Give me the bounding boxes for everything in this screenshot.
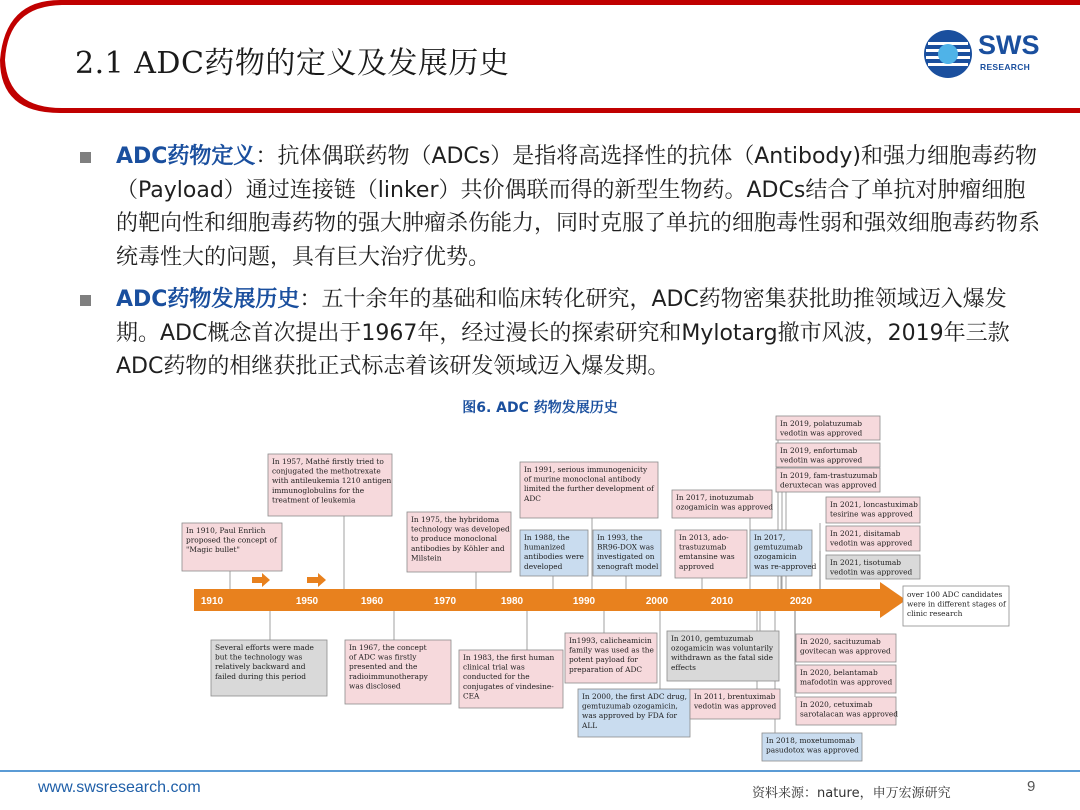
timeline-event-box xyxy=(345,640,451,704)
event-text-line: deruxtecan was approved xyxy=(780,480,877,490)
small-arrow-icon xyxy=(307,573,326,587)
end-note-line: clinic research xyxy=(907,609,963,619)
event-text-line: vedotin was approved xyxy=(780,455,863,465)
footer-url[interactable]: www.swsresearch.com xyxy=(38,779,201,796)
year-label: 1910 xyxy=(200,596,224,607)
event-text-line: In 2010, gemtuzumab xyxy=(671,634,754,643)
event-text-line: govitecan was approved xyxy=(800,646,891,656)
year-label: 2000 xyxy=(645,596,669,607)
event-text-line: In 2020, belantamab xyxy=(800,668,878,677)
event-text-line: ozogamicin was approved xyxy=(676,502,773,512)
event-text-line: was disclosed xyxy=(349,681,401,691)
event-text-line: In 2019, fam-trastuzumab xyxy=(780,471,878,480)
event-text-line: antibodies were xyxy=(524,552,584,562)
year-label: 1980 xyxy=(500,596,524,607)
event-text-line: conjugates of vindesine- xyxy=(463,681,554,691)
event-text-line: to produce monoclonal xyxy=(411,534,497,544)
timeline-event-box xyxy=(826,555,920,579)
event-text-line: In 2000, the first ADC drug, xyxy=(582,692,687,701)
page-number: 9 xyxy=(1027,778,1036,795)
event-text-line: In 1957, Mathé firstly tried to xyxy=(272,457,384,466)
timeline-event-box xyxy=(796,697,898,725)
event-text-line: approved xyxy=(679,561,715,571)
event-text-line: pasudotox was approved xyxy=(766,745,859,755)
figure-title: 图6. ADC 药物发展历史 xyxy=(462,400,618,416)
event-text-line: preparation of ADC xyxy=(569,664,643,674)
event-text-line: In 2018, moxetumomab xyxy=(766,736,855,745)
timeline-event-box xyxy=(776,443,880,467)
event-text-line: Milstein xyxy=(411,553,442,563)
timeline-event-box xyxy=(520,462,658,518)
bullet-text: ：抗体偶联药物（ADCs）是指将高选择性的抗体（Antibody)和强力细胞毒药物（Payload）通过连接链（linker）共价偶联而得的新型生物药。ADCs结合了单抗对肿瘤细胞的靶向性和细胞毒药物的强大肿瘤杀伤能力，同时克服了单抗的细胞毒性弱和强效细胞毒药物系统毒性大的问题，具有巨大治疗优势。 xyxy=(116,144,1041,270)
event-text-line: In 2020, cetuximab xyxy=(800,700,873,709)
event-text-line: presented and the xyxy=(349,662,418,672)
event-text-line: In 1993, the xyxy=(597,533,643,542)
timeline-event-box xyxy=(796,634,896,662)
event-text-line: vedotin was approved xyxy=(830,538,913,548)
event-text-line: developed xyxy=(524,561,563,571)
event-text-line: In 1983, the first human xyxy=(463,653,555,662)
timeline-event-box xyxy=(776,468,880,492)
event-text-line: relatively backward and xyxy=(215,662,306,672)
event-text-line: In1993, calicheamicin xyxy=(569,636,652,645)
event-text-line: technology was developed xyxy=(411,524,510,534)
event-text-line: In 2021, disitamab xyxy=(830,529,901,538)
small-arrow-icon xyxy=(252,573,270,587)
timeline-event-box xyxy=(268,454,392,516)
timeline-event-box xyxy=(407,512,511,572)
event-text-line: xenograft model xyxy=(597,561,659,571)
event-text-line: "Magic bullet" xyxy=(186,545,240,555)
timeline-event-box xyxy=(776,416,880,440)
event-text-line: Several efforts were made xyxy=(215,643,314,652)
event-text-line: potent payload for xyxy=(569,655,638,665)
event-text-line: In 2021, tisotumab xyxy=(830,558,901,567)
timeline-event-box xyxy=(211,640,327,696)
event-text-line: vedotin was approved xyxy=(780,428,863,438)
timeline-event-box xyxy=(593,530,661,576)
event-text-line: In 1975, the hybridoma xyxy=(411,515,500,524)
timeline-event-box xyxy=(826,497,920,523)
event-text-line: proposed the concept of xyxy=(186,535,277,545)
event-text-line: vedotin was approved xyxy=(694,701,777,711)
bullet-title: ADC药物发展历史 xyxy=(116,287,300,312)
event-text-line: sarotalacan was approved xyxy=(800,709,898,719)
event-text-line: In 2021, loncastuximab xyxy=(830,500,918,509)
event-text-line: conjugated the methotrexate xyxy=(272,466,381,476)
timeline-event-box xyxy=(762,733,862,761)
event-text-line: ALL xyxy=(582,720,598,730)
event-text-line: ADC xyxy=(524,493,541,503)
year-label: 1960 xyxy=(360,596,384,607)
end-note-line: over 100 ADC candidates xyxy=(907,590,1003,599)
event-text-line: effects xyxy=(671,662,696,672)
event-text-line: with antileukemia 1210 antigen xyxy=(272,476,392,486)
event-text-line: BR96-DOX was xyxy=(597,542,654,552)
year-label: 1950 xyxy=(295,596,319,607)
event-text-line: withdrawn as the fatal side xyxy=(671,653,774,663)
event-text-line: ozogamicin was voluntarily xyxy=(671,643,774,653)
event-text-line: was approved by FDA for xyxy=(582,711,678,721)
event-text-line: family was used as the xyxy=(569,645,654,655)
event-text-line: immunoglobulins for the xyxy=(272,485,365,495)
event-text-line: gemtuzumab xyxy=(754,542,803,552)
event-text-line: ozogamicin xyxy=(754,552,797,562)
event-text-line: In 2020, sacituzumab xyxy=(800,637,881,646)
event-text-line: of ADC was firstly xyxy=(349,652,417,662)
timeline-event-box xyxy=(459,650,563,708)
year-label: 1990 xyxy=(572,596,596,607)
year-label: 2010 xyxy=(710,596,734,607)
timeline-event-box xyxy=(565,633,657,683)
event-text-line: limited the further development of xyxy=(524,484,654,494)
event-text-line: antibodies by Köhler and xyxy=(411,543,505,553)
event-text-line: In 1991, serious immunogenicity xyxy=(524,465,648,474)
timeline-event-box xyxy=(750,530,817,576)
event-text-line: conducted for the xyxy=(463,672,530,682)
event-text-line: In 1910, Paul Enrlich xyxy=(186,526,266,535)
timeline-event-box xyxy=(520,530,588,576)
footer-divider xyxy=(0,770,1080,772)
event-text-line: In 2019, polatuzumab xyxy=(780,419,863,428)
logo-subtext: RESEARCH xyxy=(980,62,1031,72)
event-text-line: In 2019, enfortumab xyxy=(780,446,858,455)
event-text-line: trastuzumab xyxy=(679,542,727,552)
footer-source: 资料来源：nature，申万宏源研究 xyxy=(752,786,951,801)
event-text-line: CEA xyxy=(463,691,480,701)
timeline-event-box xyxy=(826,526,920,551)
timeline-event-box xyxy=(182,523,282,571)
event-text-line: emtansine was xyxy=(679,552,735,562)
event-text-line: tesirine was approved xyxy=(830,509,913,519)
year-label: 2020 xyxy=(789,596,813,607)
page-title: 2.1 ADC药物的定义及发展历史 xyxy=(75,46,510,81)
event-text-line: mafodotin was approved xyxy=(800,677,893,687)
timeline-event-box xyxy=(796,665,896,693)
bullet-text: ：五十余年的基础和临床转化研究，ADC药物密集获批助推领域迈入爆发期。ADC概念首次提出于1967年，经过漫长的探索研究和Mylotarg撤市风波，2019年三款ADC药物的相继获批正式标志着该研发领域迈入爆发期。 xyxy=(116,287,1010,379)
event-text-line: In 2013, ado- xyxy=(679,533,729,542)
year-label: 1970 xyxy=(433,596,457,607)
event-text-line: In 1988, the xyxy=(524,533,570,542)
event-text-line: was re-approved xyxy=(754,561,817,571)
timeline-event-box xyxy=(672,490,773,518)
event-text-line: but the technology was xyxy=(215,652,303,662)
event-text-line: of murine monoclonal antibody xyxy=(524,474,641,484)
bullet-title: ADC药物定义 xyxy=(116,144,256,169)
event-text-line: failed during this period xyxy=(215,671,306,681)
timeline-event-box xyxy=(690,689,780,719)
event-text-line: humanized xyxy=(524,542,566,552)
timeline-event-box xyxy=(675,530,747,578)
event-text-line: In 2017, inotuzumab xyxy=(676,493,754,502)
event-text-line: In 2017, xyxy=(754,533,786,542)
event-text-line: treatment of leukemia xyxy=(272,495,356,505)
event-text-line: clinical trial was xyxy=(463,662,525,672)
timeline-event-box xyxy=(667,631,779,681)
logo-text: SWS xyxy=(978,30,1040,60)
timeline-event-box xyxy=(578,689,690,737)
event-text-line: radioimmunotherapy xyxy=(349,671,428,681)
event-text-line: vedotin was approved xyxy=(830,567,913,577)
end-note-line: were in different stages of xyxy=(907,599,1006,609)
end-note-box xyxy=(903,586,1009,626)
event-text-line: In 2011, brentuximab xyxy=(694,692,776,701)
event-text-line: In 1967, the concept xyxy=(349,643,427,652)
event-text-line: investigated on xyxy=(597,552,655,562)
event-text-line: gemtuzumab ozogamicin, xyxy=(582,701,678,711)
